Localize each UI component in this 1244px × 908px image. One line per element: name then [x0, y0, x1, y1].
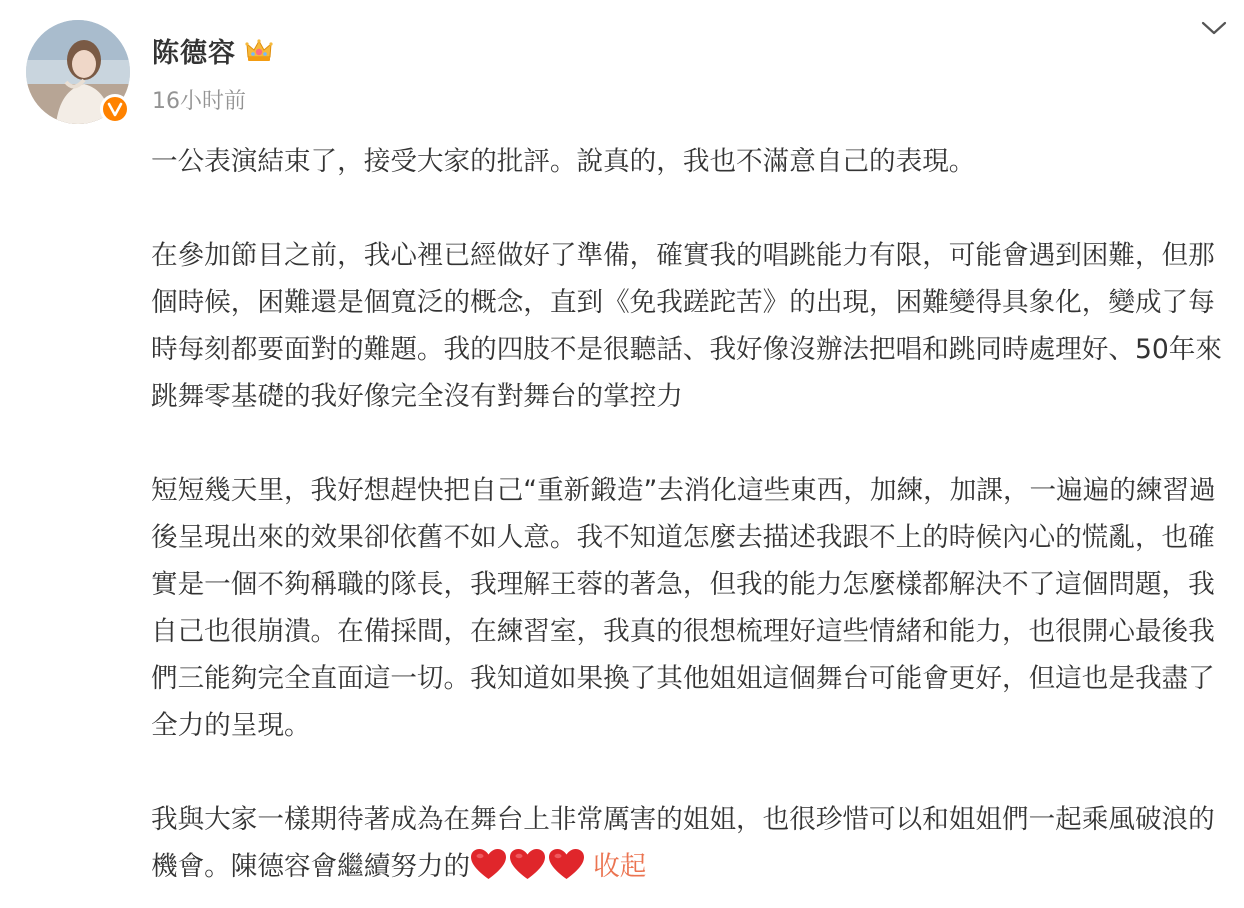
crown-icon[interactable]: [244, 35, 274, 65]
red-heart-icon: [548, 848, 585, 881]
post-paragraph: 短短幾天里，我好想趕快把自己“重新鍛造”去消化這些東西，加練，加課，一遍遍的練習過後呈現出來的效果卻依舊不如人意。我不知道怎麼去描述我跟不上的時候內心的慌亂，也確實是一個不夠稱職的隊長，我理解王蓉的著急，但我的能力怎麼樣都解決不了這個問題，我自己也很崩潰。在備採間，在練習室，我真的很想梳理好這些情緒和能力，也很開心最後我們三能夠完全直面這一切。我知道如果換了其他姐姐這個舞台可能會更好，但這也是我盡了全力的呈現。: [151, 475, 1216, 741]
red-heart-icon: [470, 848, 507, 881]
collapse-link[interactable]: 收起: [593, 851, 647, 882]
chevron-down-icon: [1201, 20, 1227, 40]
post-header: [152, 28, 274, 115]
post-paragraph: 一公表演結束了，接受大家的批評。說真的，我也不滿意自己的表現。: [151, 146, 976, 177]
post-paragraph-last: [151, 796, 1236, 890]
post-menu-button[interactable]: [1198, 14, 1230, 46]
red-heart-icon: [509, 848, 546, 881]
author-row: [152, 28, 274, 72]
post-timestamp[interactable]: 16小时前: [152, 89, 246, 114]
post-body: [151, 138, 1236, 890]
author-name[interactable]: 陈德容: [152, 37, 236, 69]
verified-v-icon: [100, 94, 130, 124]
post-paragraph: 在參加節目之前，我心裡已經做好了準備，確實我的唱跳能力有限，可能會遇到困難，但那個時候，困難還是個寬泛的概念，直到《免我蹉跎苦》的出現，困難變得具象化，變成了每時每刻都要面對的難題。我的四肢不是很聽話、我好像沒辦法把唱和跳同時處理好、50年來跳舞零基礎的我好像完全沒有對舞台的掌控力: [151, 240, 1222, 412]
avatar[interactable]: [26, 20, 130, 124]
post-paragraph-text: 我與大家一樣期待著成為在舞台上非常厲害的姐姐，也很珍惜可以和姐姐們一起乘風破浪的機會。陳德容會繼續努力的: [151, 804, 1215, 882]
